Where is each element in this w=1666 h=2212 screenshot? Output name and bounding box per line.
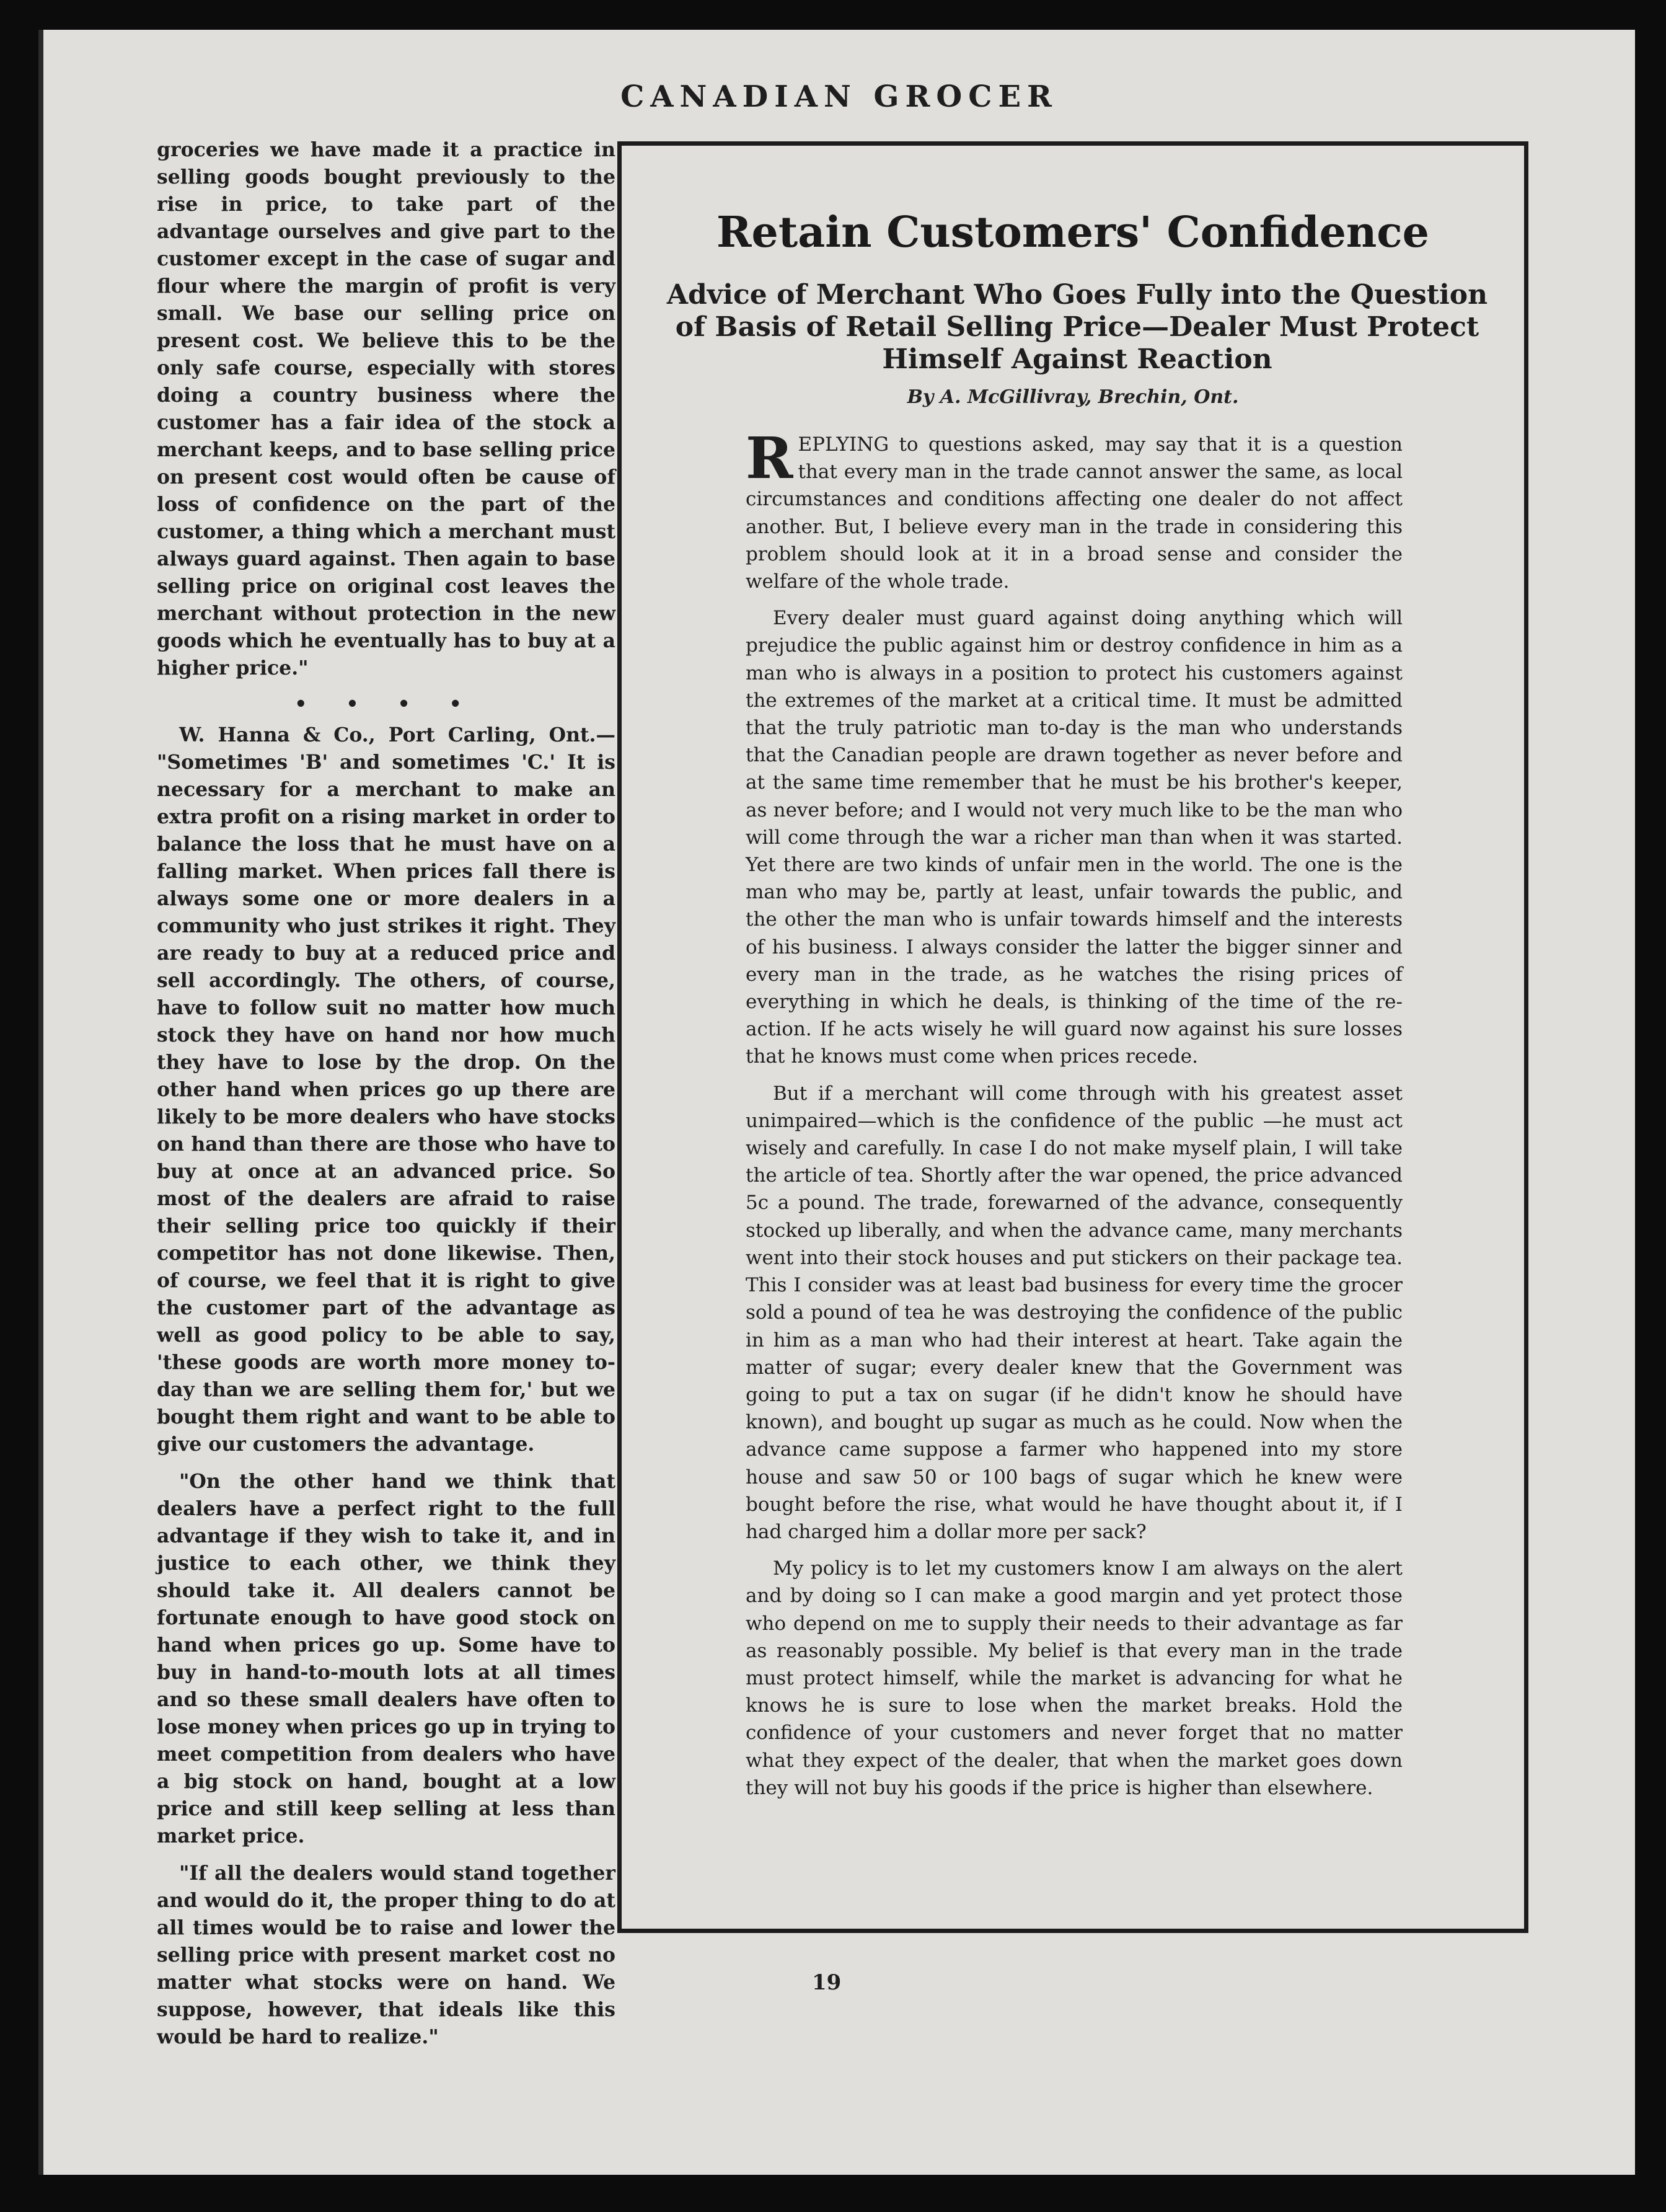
- article-paragraph: Every dealer must guard against doing anything which will prejudice the public against him or destroy confidence in him as a man who is always in a position to protect his customers against the extremes of the market at a critical time. It must be admitted that the truly patriotic man to-day is the man who understands that the Canadian people are drawn together as never before and at the same time remember that he must be his brother's keeper, as never before; and I would not very much like to be the man who will come through the war a richer man than when it was started. Yet there are two kinds of unfair men in the world. The one is the man who may be, partly at least, unfair towards the public, and the other the man who is unfair towards himself and the interests of his business. I always consider the latter the bigger sinner and every man in the trade, as he watches the rising prices of everything in which he deals, is thinking of the time of the re-action. If he acts wisely he will guard now against his sure losses that he knows must come when prices recede.: [746, 607, 1403, 1068]
- page-header: CANADIAN GROCER: [620, 79, 1058, 114]
- article-paragraph: [746, 425, 1403, 595]
- article-byline: By A. McGillivray, Brechin, Ont.: [907, 386, 1239, 408]
- article-paragraph: My policy is to let my customers know I am always on the alert and by doing so I can make a good margin and yet protect those who depend on me to supply their needs to their advantage as far as reasonably possible. My belief is that every man in the trade must protect himself, while the market is advancing for what he knows he is sure to lose when the market breaks. Hold the confidence of your customers and never forget that no matter what they expect of the dealer, that when the market goes down they will not buy his goods if the price is higher than elsewhere.: [746, 1557, 1403, 1799]
- article-subtitle: Advice of Merchant Who Goes Fully into the Question of Basis of Retail Selling Price—Dealer Must Protect Himself Against Reaction: [666, 279, 1488, 375]
- left-column: [157, 136, 615, 2061]
- article-box: [617, 141, 1528, 1933]
- article-paragraph: But if a merchant will come through with his greatest asset unimpaired—which is the confidence of the public —he must act wisely and carefully. In case I do not make myself plain, I will take the article of tea. Shortly after the war opened, the price advanced 5c a pound. The trade, forewarned of the advance, consequently stocked up liberally, and when the advance came, many merchants went into their stock houses and put stickers on their package tea. This I consider was at least bad business for every time the grocer sold a pound of tea he was destroying the confidence of the public in him as a man who had their interest at heart. Take again the matter of sugar; every dealer knew that the Government was going to put a tax on sugar (if he didn't know he should have known), and bought up sugar as much as he could. Now when the advance came suppose a farmer who happened into my store house and saw 50 or 100 bags of sugar which he knew were bought before the rise, what would he have thought about it, if I had charged him a dollar more per sack?: [746, 1082, 1403, 1543]
- left-paragraph: "On the other hand we think that dealers have a perfect right to the full advantage if they wish to take it, and in justice to each other, we think they should take it. All dealers cannot be fortunate enough to have good stock on hand when prices go up. Some have to buy in hand-to-mouth lots at all times and so these small dealers have often to lose money when prices go up in trying to meet competition from dealers who have a big stock on hand, bought at a low price and still keep selling at less than market price.: [157, 1470, 615, 1847]
- scanned-page: [38, 30, 1635, 2175]
- article-title: Retain Customers' Confidence: [716, 208, 1429, 257]
- article-body: [746, 425, 1403, 1811]
- page-number: 19: [812, 1970, 842, 1995]
- article-paragraph-text: EPLYING to questions asked, may say that it is a question that every man in the trade cannot answer the same, as local circumstances and conditions affecting one dealer do not affect another. But, I believe every man in the trade in considering this problem should look at it in a broad sense and consider the welfare of the whole trade.: [746, 433, 1403, 593]
- left-paragraph: "If all the dealers would stand together and would do it, the proper thing to do at all times would be to raise and lower the selling price with present market cost no matter what stocks were on hand. We suppose, however, that ideals like this would be hard to realize.": [157, 1862, 615, 2048]
- left-paragraph: groceries we have made it a practice in selling goods bought previously to the rise in price, to take part of the advantage ourselves and give part to the customer except in the case of sugar and flour where the margin of profit is very small. We base our selling price on present cost. We believe this to be the only safe course, especially with stores doing a country business where the customer has a fair idea of the stock a merchant keeps, and to base selling price on present cost would often be cause of loss of confidence on the part of the customer, a thing which a merchant must always guard against. Then again to base selling price on original cost leaves the merchant without protection in the new goods which he eventually has to buy at a higher price.": [157, 138, 615, 679]
- drop-cap: R: [746, 425, 793, 492]
- left-paragraph: W. Hanna & Co., Port Carling, Ont.— "Sometimes 'B' and sometimes 'C.' It is necessary for a merchant to make an extra profit on a rising market in order to balance the loss that he must have on a falling market. When prices fall there is always some one or more dealers in a community who just strikes it right. They are ready to buy at a reduced price and sell accordingly. The others, of course, have to follow suit no matter how much stock they have on hand nor how much they have to lose by the drop. On the other hand when prices go up there are likely to be more dealers who have stocks on hand than there are those who have to buy at once at an advanced price. So most of the dealers are afraid to raise their selling price too quickly if their competitor has not done likewise. Then, of course, we feel that it is right to give the customer part of the advantage as well as good policy to be able to say, 'these goods are worth more money to-day than we are selling them for,' but we bought them right and want to be able to give our customers the advantage.: [157, 723, 615, 1456]
- section-separator: • • • •: [294, 692, 478, 715]
